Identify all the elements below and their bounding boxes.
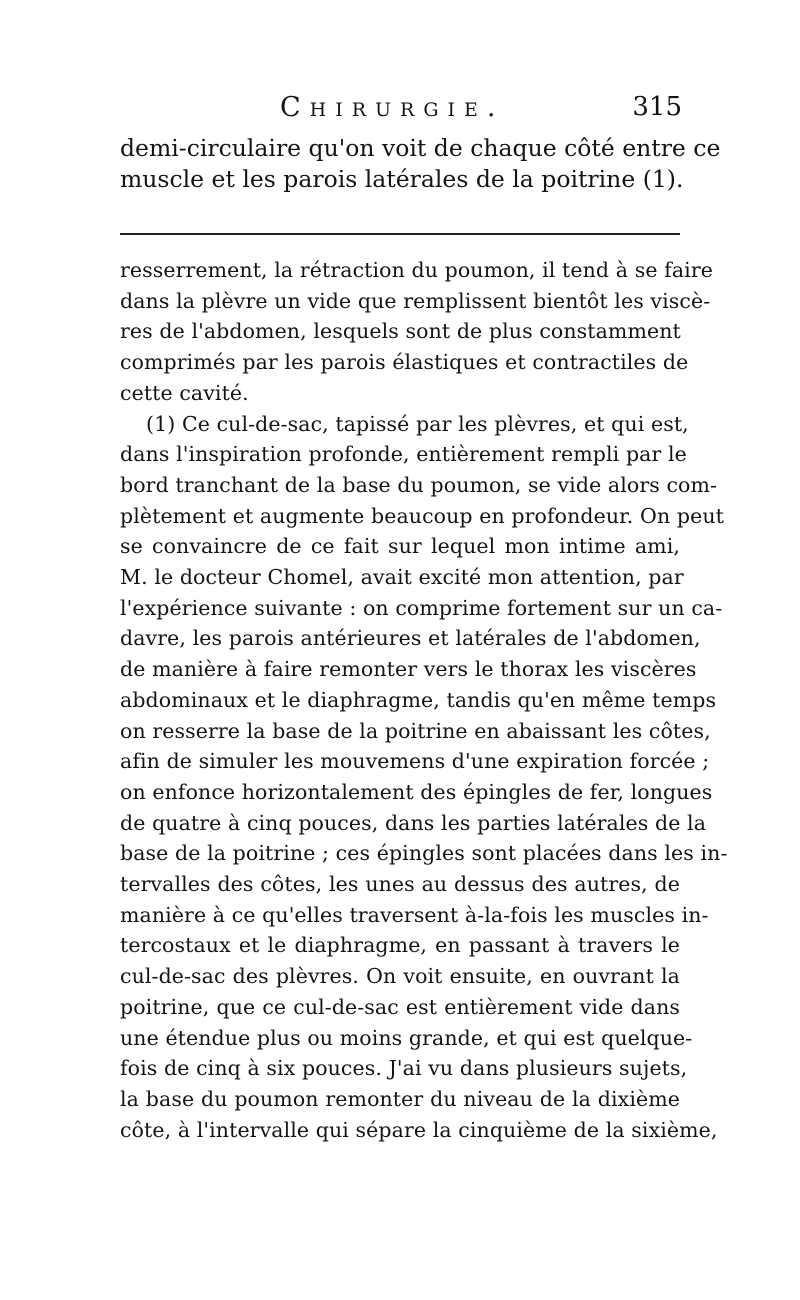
footnote-line: côte, à l'intervalle qui sépare la cinquième de la sixième, [120, 1117, 718, 1142]
footnote-line: res de l'abdomen, lesquels sont de plus constamment [120, 319, 681, 344]
footnote-line: on enfonce horizontalement des épingles de fer, longues [120, 779, 713, 804]
footnote-line: abdominaux et le diaphragme, tandis qu'en même temps [120, 687, 717, 712]
footnote-line: dans la plèvre un vide que remplissent bientôt les viscè- [120, 288, 711, 313]
footnote-line: base de la poitrine ; ces épingles sont placées dans les in- [120, 841, 728, 866]
footnote-line: (1) Ce cul-de-sac, tapissé par les plèvres, et qui est, [146, 411, 689, 436]
footnote-line: de quatre à cinq pouces, dans les parties latérales de la [120, 810, 707, 835]
footnote-rule [120, 233, 680, 235]
footnote-line: cette cavité. [120, 380, 249, 405]
text-line: demi-circulaire qu'on voit de chaque côté entre ce [120, 134, 721, 162]
footnote-line: davre, les parois antérieures et latérales de l'abdomen, [120, 626, 701, 651]
footnote-line: tervalles des côtes, les unes au dessus des autres, de [120, 872, 680, 897]
main-text [120, 133, 721, 195]
footnote-continuation [120, 255, 713, 409]
footnote-line: M. le docteur Chomel, avait excité mon attention, par [120, 565, 684, 590]
footnote-line: manière à ce qu'elles traversent à-la-fois les muscles in- [120, 902, 709, 927]
footnote-line: de manière à faire remonter vers le thorax les viscères [120, 657, 697, 682]
footnote-1 [120, 409, 728, 1146]
running-title: Chirurgie. [280, 92, 505, 123]
page-number: 315 [632, 92, 682, 122]
footnote-line: une étendue plus ou moins grande, et qui est quelque- [120, 1025, 693, 1050]
footnote-line: fois de cinq à six pouces. J'ai vu dans plusieurs sujets, [120, 1056, 688, 1081]
footnote-line: la base du poumon remonter du niveau de la dixième [120, 1086, 680, 1111]
footnote-line: se convaincre de ce fait sur lequel mon intime ami, [120, 534, 680, 559]
footnote-line: on resserre la base de la poitrine en abaissant les côtes, [120, 718, 711, 743]
running-head [122, 92, 682, 132]
footnotes [120, 255, 728, 1145]
footnote-line: afin de simuler les mouvemens d'une expiration forcée ; [120, 749, 710, 774]
footnote-line: cul-de-sac des plèvres. On voit ensuite, en ouvrant la [120, 964, 680, 989]
footnote-line: dans l'inspiration profonde, entièrement rempli par le [120, 442, 687, 467]
footnote-line: comprimés par les parois élastiques et contractiles de [120, 350, 689, 375]
footnote-line: tercostaux et le diaphragme, en passant à travers le [120, 933, 680, 958]
footnote-line: plètement et augmente beaucoup en profondeur. On peut [120, 503, 724, 528]
footnote-line: resserrement, la rétraction du poumon, il tend à se faire [120, 258, 713, 282]
footnote-line: poitrine, que ce cul-de-sac est entièrement vide dans [120, 994, 680, 1019]
footnote-line: bord tranchant de la base du poumon, se vide alors com- [120, 472, 718, 497]
text-line: muscle et les parois latérales de la poitrine (1). [120, 165, 684, 193]
footnote-line: l'expérience suivante : on comprime fortement sur un ca- [120, 595, 723, 620]
